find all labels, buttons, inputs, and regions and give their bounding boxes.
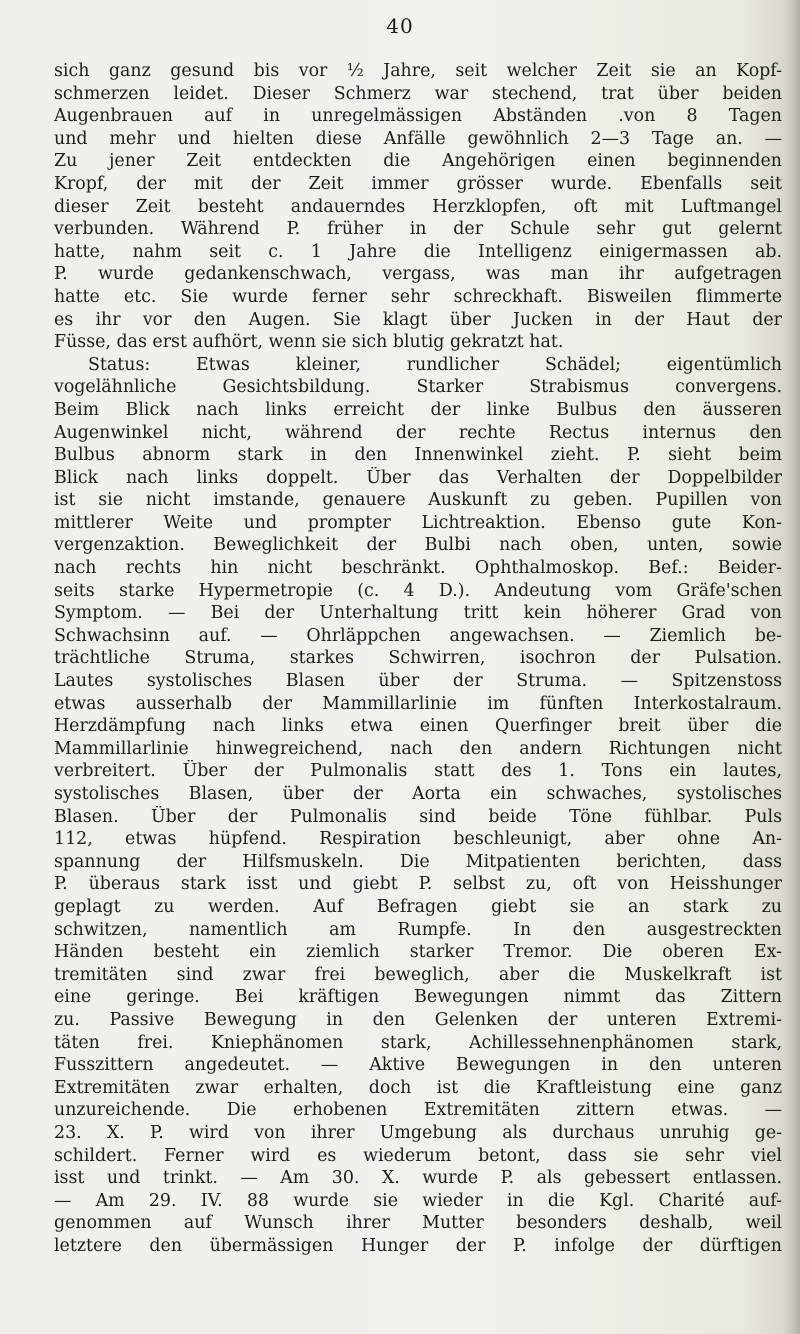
text-line: es ihr vor den Augen. Sie klagt über Jucken in der Haut der: [54, 309, 782, 330]
text-line: nach rechts hin nicht beschränkt. Ophthalmoskop. Bef.: Beider-: [54, 558, 782, 579]
text-line: Status: Etwas kleiner, rundlicher Schädel; eigentümlich: [88, 354, 782, 375]
text-line: Beim Blick nach links erreicht der linke Bulbus den äusseren: [54, 399, 782, 420]
text-line: vogelähnliche Gesichtsbildung. Starker Strabismus convergens.: [54, 377, 782, 398]
text-line: verbunden. Während P. früher in der Schule sehr gut gelernt: [54, 219, 782, 240]
text-line: trächtliche Struma, starkes Schwirren, isochron der Pulsation.: [54, 648, 782, 669]
text-line: — Am 29. IV. 88 wurde sie wieder in die Kgl. Charité auf-: [54, 1190, 782, 1211]
page-number: 40: [386, 14, 414, 38]
text-line: schwitzen, namentlich am Rumpfe. In den ausgestreckten: [54, 919, 782, 940]
text-line: mittlerer Weite und prompter Lichtreaktion. Ebenso gute Kon-: [54, 512, 782, 533]
text-line: hatte, nahm seit c. 1 Jahre die Intelligenz einigermassen ab.: [54, 241, 782, 262]
text-line: hatte etc. Sie wurde ferner sehr schreckhaft. Bisweilen flimmerte: [54, 286, 782, 307]
text-line: 23. X. P. wird von ihrer Umgebung als durchaus unruhig ge-: [54, 1122, 782, 1143]
text-line: isst und trinkt. — Am 30. X. wurde P. als gebessert entlassen.: [54, 1168, 782, 1189]
text-line: ist sie nicht imstande, genauere Auskunft zu geben. Pupillen von: [54, 490, 782, 511]
text-line: letztere den übermässigen Hunger der P. infolge der dürftigen: [54, 1235, 782, 1256]
text-line: verbreitert. Über der Pulmonalis statt des 1. Tons ein lautes,: [54, 761, 782, 782]
text-line: schildert. Ferner wird es wiederum betont, dass sie sehr viel: [54, 1145, 782, 1166]
text-line: systolisches Blasen, über der Aorta ein schwaches, systolisches: [54, 784, 782, 804]
text-line: Kropf, der mit der Zeit immer grösser wurde. Ebenfalls seit: [54, 173, 782, 194]
text-line: Extremitäten zwar erhalten, doch ist die Kraftleistung eine ganz: [54, 1077, 782, 1098]
text-line: geplagt zu werden. Auf Befragen giebt sie an stark zu: [54, 896, 782, 917]
text-line: eine geringe. Bei kräftigen Bewegungen nimmt das Zittern: [54, 987, 782, 1008]
text-line: genommen auf Wunsch ihrer Mutter besonders deshalb, weil: [54, 1213, 782, 1234]
text-line: Händen besteht ein ziemlich starker Tremor. Die oberen Ex-: [54, 942, 782, 963]
text-line: vergenzaktion. Beweglichkeit der Bulbi nach oben, unten, sowie: [54, 535, 782, 556]
text-line: sich ganz gesund bis vor ½ Jahre, seit welcher Zeit sie an Kopf-: [54, 61, 782, 81]
text-line: tremitäten sind zwar frei beweglich, aber die Muskelkraft ist: [54, 964, 782, 985]
text-line: Fusszittern angedeutet. — Aktive Bewegungen in den unteren: [54, 1055, 782, 1076]
page-edge-shadow: [784, 0, 800, 1334]
text-line: P. wurde gedankenschwach, vergass, was man ihr aufgetragen: [54, 264, 782, 285]
text-line: unzureichende. Die erhobenen Extremitäten zittern etwas. —: [54, 1100, 782, 1121]
text-line: Füsse, das erst aufhört, wenn sie sich blutig gekratzt hat.: [54, 332, 564, 353]
text-line: P. überaus stark isst und giebt P. selbst zu, oft von Heisshunger: [54, 874, 782, 895]
text-line: schmerzen leidet. Dieser Schmerz war stechend, trat über beiden: [54, 83, 782, 104]
text-line: Symptom. — Bei der Unterhaltung tritt kein höherer Grad von: [54, 603, 782, 624]
body-text: [54, 60, 782, 1257]
text-line: und mehr und hielten diese Anfälle gewöhnlich 2—3 Tage an. —: [54, 128, 782, 149]
text-line: Augenbrauen auf in unregelmässigen Abständen .von 8 Tagen: [54, 106, 782, 127]
text-line: zu. Passive Bewegung in den Gelenken der unteren Extremi-: [54, 1009, 782, 1030]
text-line: täten frei. Kniephänomen stark, Achillessehnenphänomen stark,: [54, 1032, 782, 1053]
text-line: seits starke Hypermetropie (c. 4 D.). Andeutung vom Gräfe'schen: [54, 580, 782, 601]
text-line: 112, etwas hüpfend. Respiration beschleunigt, aber ohne An-: [54, 829, 782, 850]
text-line: Schwachsinn auf. — Ohrläppchen angewachsen. — Ziemlich be-: [54, 625, 782, 646]
text-line: Bulbus abnorm stark in den Innenwinkel zieht. P. sieht beim: [54, 445, 782, 466]
text-line: dieser Zeit besteht andauerndes Herzklopfen, oft mit Luftmangel: [54, 196, 782, 217]
text-line: Blick nach links doppelt. Über das Verhalten der Doppelbilder: [54, 467, 782, 488]
text-line: etwas ausserhalb der Mammillarlinie im fünften Interkostalraum.: [54, 693, 782, 714]
text-line: Herzdämpfung nach links etwa einen Querfinger breit über die: [54, 716, 782, 737]
text-line: Blasen. Über der Pulmonalis sind beide Töne fühlbar. Puls: [54, 806, 782, 827]
text-line: spannung der Hilfsmuskeln. Die Mitpatienten berichten, dass: [54, 851, 782, 872]
text-line: Zu jener Zeit entdeckten die Angehörigen einen beginnenden: [54, 151, 782, 172]
text-line: Lautes systolisches Blasen über der Struma. — Spitzenstoss: [54, 671, 782, 692]
text-line: Mammillarlinie hinwegreichend, nach den andern Richtungen nicht: [54, 738, 782, 759]
text-line: Augenwinkel nicht, während der rechte Rectus internus den: [54, 422, 782, 443]
